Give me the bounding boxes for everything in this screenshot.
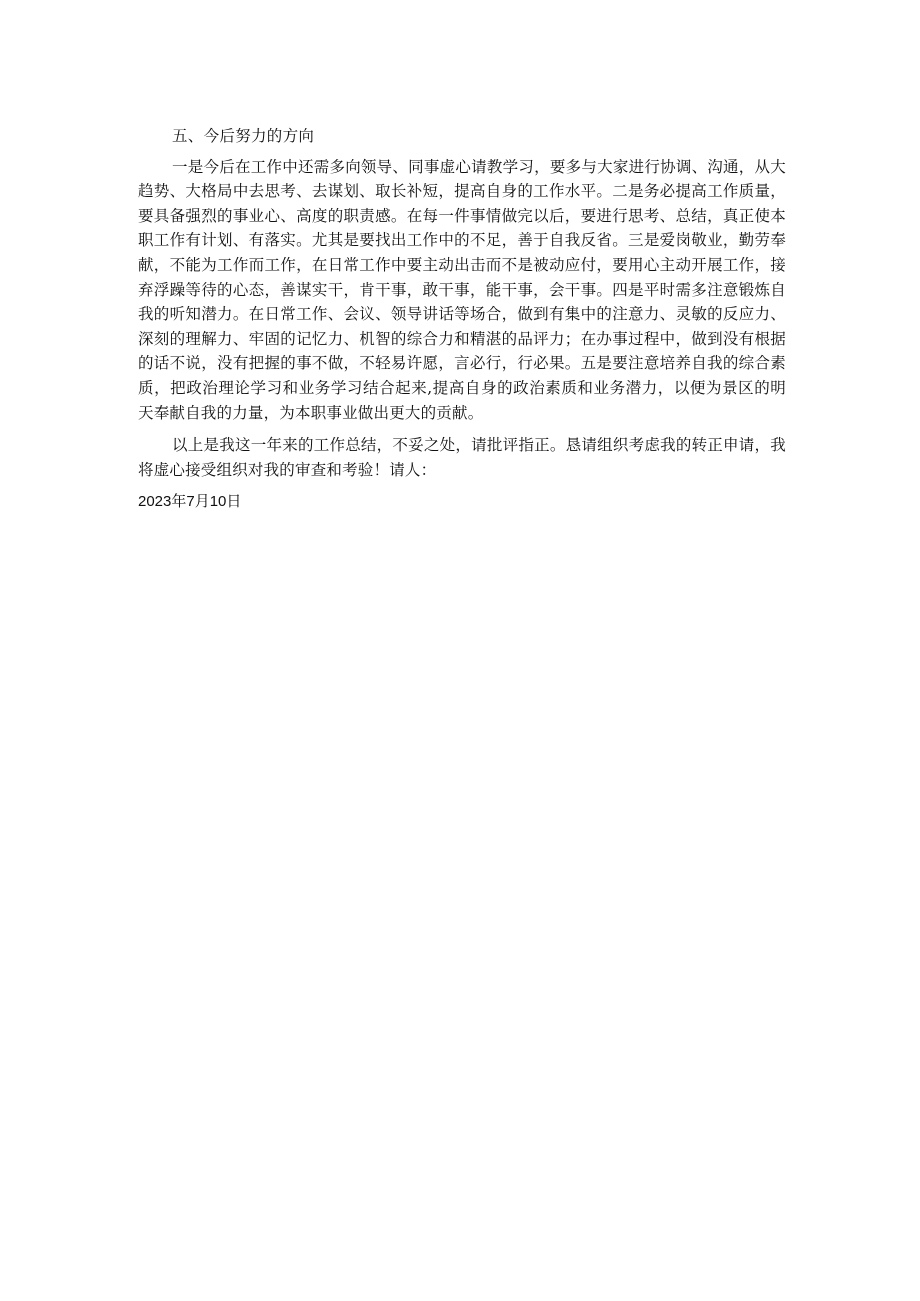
document-body — [138, 124, 786, 515]
paragraph-conclusion: 以上是我这一年来的工作总结，不妥之处，请批评指正。恳请组织考虑我的转正申请，我将虚心接受组织对我的审查和考验！请人： — [138, 436, 786, 479]
section-heading: 五、今后努力的方向 — [172, 127, 315, 145]
document-date: 2023年7月10日 — [138, 493, 242, 511]
paragraph-work-direction: 一是今后在工作中还需多向领导、同事虚心请教学习，要多与大家进行协调、沟通，从大趋势、大格局中去思考、去谋划、取长补短，提高自身的工作水平。二是务必提高工作质量，要具备强烈的事业心、高度的职责感。在每一件事情做完以后，要进行思考、总结，真正使本职工作有计划、有落实。尤其是要找出工作中的不足，善于自我反省。三是爱岗敬业，勤劳奉献，不能为工作而工作，在日常工作中要主动出击而不是被动应付，要用心主动开展工作，接弃浮躁等待的心态，善谋实干，肯干事，敢干事，能干事，会干事。四是平时需多注意锻炼自我的听知潜力。在日常工作、会议、领导讲话等场合，做到有集中的注意力、灵敏的反应力、深刻的理解力、牢固的记忆力、机智的综合力和精湛的品评力；在办事过程中，做到没有根据的话不说，没有把握的事不做，不轻易许愿，言必行，行必果。五是要注意培养自我的综合素质，把政治理论学习和业务学习结合起来,提高自身的政治素质和业务潜力，以便为景区的明天奉献自我的力量，为本职事业做出更大的贡献。 — [138, 157, 786, 422]
